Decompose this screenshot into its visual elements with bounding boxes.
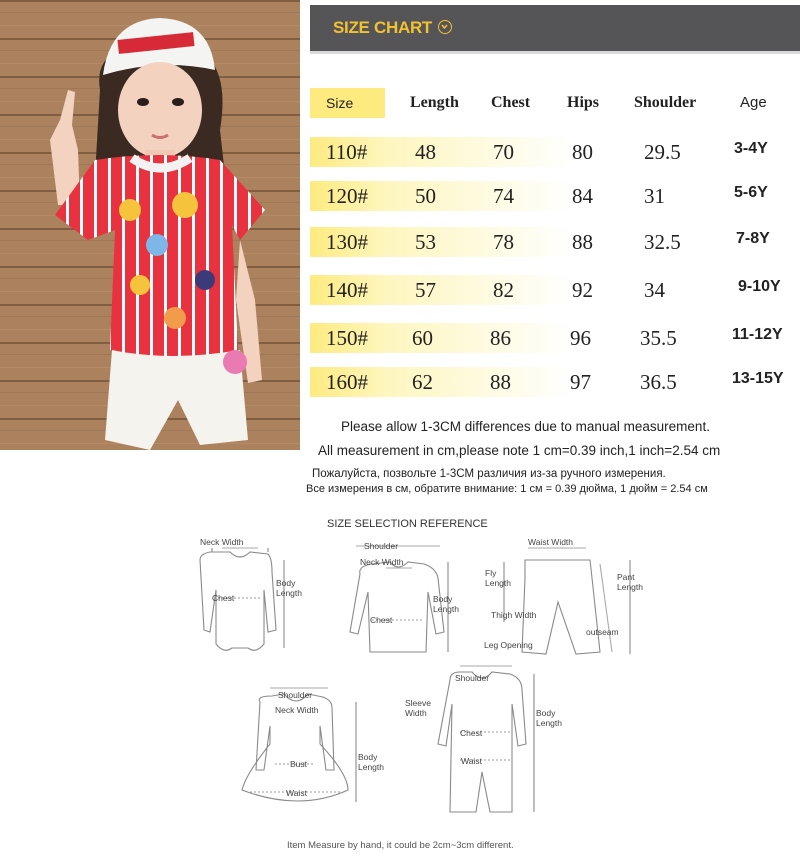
romper-shoulder-label: Shoulder — [455, 673, 490, 683]
table-row — [310, 137, 800, 167]
table-row — [310, 227, 800, 257]
cell-shoulder: 32.5 — [644, 230, 681, 254]
cell-length: 62 — [412, 370, 433, 394]
pants-pant-label: Pant Length — [617, 572, 643, 592]
header-chest: Chest — [491, 94, 531, 111]
header-age: Age — [740, 94, 767, 111]
cell-hips: 97 — [570, 370, 591, 394]
cell-chest: 70 — [493, 140, 514, 164]
cell-age: 3-4Y — [734, 140, 768, 157]
cell-age: 9-10Y — [738, 278, 781, 295]
romper-chest-label: Chest — [460, 728, 483, 738]
cell-chest: 78 — [493, 230, 514, 254]
size-chart-header — [310, 5, 800, 54]
cell-shoulder: 35.5 — [640, 326, 677, 350]
cell-age: 13-15Y — [732, 370, 784, 387]
dress-shoulder-label: Shoulder — [278, 690, 313, 700]
cell-shoulder: 31 — [644, 184, 665, 208]
cell-shoulder: 29.5 — [644, 140, 681, 164]
sweater-body-label: Body Length — [433, 594, 459, 614]
sweater-shoulder-label: Shoulder — [364, 541, 399, 551]
cell-shoulder: 34 — [644, 278, 665, 302]
sweater-neck-label: Neck Width — [360, 557, 404, 567]
bodysuit-neck-label: Neck Width — [200, 537, 244, 547]
header-length: Length — [410, 94, 459, 111]
cell-hips: 92 — [572, 278, 593, 302]
header-title: SIZE CHART — [333, 18, 433, 37]
cell-size: 120# — [326, 184, 368, 208]
note-en-2: All measurement in cm,please note 1 cm=0.39 inch,1 inch=2.54 cm — [318, 443, 721, 458]
cell-hips: 80 — [572, 140, 593, 164]
pants-outseam-label: outseam — [586, 627, 619, 637]
note-en-1: Please allow 1-3CM differences due to manual measurement. — [341, 419, 710, 434]
table-row — [310, 275, 800, 305]
romper-waist-label: Waist — [461, 756, 482, 766]
header-hips: Hips — [567, 94, 600, 111]
pants-waist-label: Waist Width — [528, 537, 574, 547]
cell-length: 57 — [415, 278, 436, 302]
cell-age: 5-6Y — [734, 184, 768, 201]
cell-age: 11-12Y — [732, 326, 783, 343]
cell-length: 50 — [415, 184, 436, 208]
note-ru-2: Все измерения в см, обратите внимание: 1 см = 0.39 дюйма, 1 дюйм = 2.54 см — [306, 483, 708, 495]
cell-hips: 96 — [570, 326, 591, 350]
cell-length: 48 — [415, 140, 436, 164]
dress-neck-label: Neck Width — [275, 705, 319, 715]
cell-chest: 86 — [490, 326, 511, 350]
pants-thigh-label: Thigh Width — [491, 610, 537, 620]
table-header-row — [310, 88, 800, 118]
dress-body-label: Body Length — [358, 752, 384, 772]
chevron-down-icon — [438, 20, 452, 34]
header-shoulder: Shoulder — [634, 94, 697, 111]
pants-leg-label: Leg Opening — [484, 640, 533, 650]
pants-diagram — [504, 548, 630, 654]
cell-size: 110# — [326, 140, 368, 164]
reference-title: SIZE SELECTION REFERENCE — [327, 518, 488, 530]
cell-chest: 82 — [493, 278, 514, 302]
sweater-chest-label: Chest — [370, 615, 393, 625]
header-size: Size — [326, 95, 354, 111]
bodysuit-chest-label: Chest — [212, 593, 235, 603]
note-ru-1: Пожалуйста, позвольте 1-3CM различия из-за ручного измерения. — [312, 468, 666, 480]
cell-size: 130# — [326, 230, 368, 254]
cell-hips: 84 — [572, 184, 593, 208]
cell-length: 60 — [412, 326, 433, 350]
table-row — [310, 367, 800, 397]
bodysuit-body-label: Body Length — [276, 578, 302, 598]
dress-bust-label: Bust — [290, 759, 308, 769]
cell-chest: 74 — [493, 184, 514, 208]
table-row — [310, 323, 800, 353]
size-reference-diagrams — [160, 512, 680, 856]
product-photo — [0, 0, 300, 450]
cell-size: 160# — [326, 370, 368, 394]
cell-chest: 88 — [490, 370, 511, 394]
reference-footnote: Item Measure by hand, it could be 2cm~3cm different. — [287, 840, 514, 851]
cell-hips: 88 — [572, 230, 593, 254]
table-row — [310, 181, 800, 211]
cell-shoulder: 36.5 — [640, 370, 677, 394]
cell-size: 140# — [326, 278, 368, 302]
romper-diagram — [438, 666, 534, 812]
cell-size: 150# — [326, 326, 368, 350]
cell-length: 53 — [415, 230, 436, 254]
romper-body-label: Body Length — [536, 708, 562, 728]
dress-waist-label: Waist — [286, 788, 307, 798]
romper-sleeve-label: Sleeve Width — [405, 698, 431, 718]
pants-fly-label: Fly Length — [485, 568, 511, 588]
cell-age: 7-8Y — [736, 230, 770, 247]
